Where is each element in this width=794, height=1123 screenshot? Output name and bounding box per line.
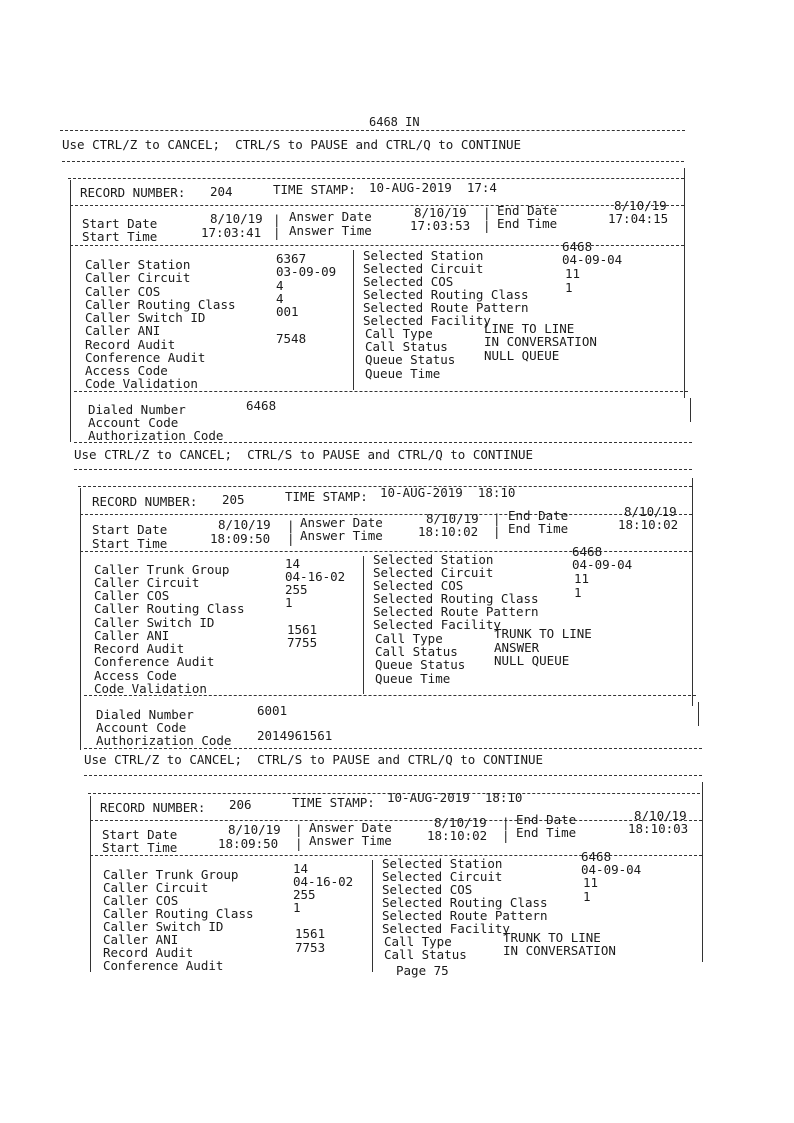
selected-cos-value: 11	[574, 571, 590, 586]
start-date-label: Start Date	[82, 216, 158, 231]
call-type-label: Call Type	[365, 326, 433, 341]
selected-routing-class-value: 1	[583, 889, 591, 904]
conference-audit-label: Conference Audit	[85, 350, 206, 365]
code-validation-label: Code Validation	[85, 376, 198, 391]
control-prompt: Use CTRL/Z to CANCEL; CTRL/S to PAUSE and CTRL/Q to CONTINUE	[62, 137, 522, 152]
conference-audit-label: Conference Audit	[103, 958, 224, 973]
record-audit-label: Record Audit	[103, 945, 194, 960]
start-time-label: Start Time	[102, 840, 178, 855]
separator: |	[493, 524, 501, 539]
answer-time-label: Answer Time	[289, 223, 372, 238]
caller-ani-value: 1561	[295, 926, 326, 941]
selected-station-value: 6468	[572, 544, 603, 559]
code-validation-label: Code Validation	[94, 681, 207, 696]
selected-facility-label: Selected Facility	[373, 617, 501, 632]
caller-switch-id-label: Caller Switch ID	[103, 919, 224, 934]
time-stamp-label: TIME STAMP:	[273, 182, 356, 197]
selected-routing-class-label: Selected Routing Class	[382, 895, 548, 910]
selected-routing-class-label: Selected Routing Class	[363, 287, 529, 302]
selected-cos-value: 11	[583, 875, 599, 890]
end-date-label: End Date	[516, 812, 577, 827]
caller-switch-id-label: Caller Switch ID	[94, 615, 215, 630]
record-audit-value: 7548	[276, 331, 307, 346]
answer-date-value: 8/10/19	[426, 511, 479, 526]
answer-date-label: Answer Date	[289, 209, 372, 224]
start-date-label: Start Date	[102, 827, 178, 842]
call-status-value: IN CONVERSATION	[503, 943, 616, 958]
caller-routing-class-value: 4	[276, 291, 284, 306]
end-date-value: 8/10/19	[624, 504, 677, 519]
caller-routing-class-label: Caller Routing Class	[103, 906, 254, 921]
queue-status-value: NULL QUEUE	[484, 348, 560, 363]
separator: |	[493, 511, 501, 526]
selected-circuit-value: 04-09-04	[572, 557, 633, 572]
record-audit-value: 7753	[295, 940, 326, 955]
divider	[74, 469, 692, 470]
call-status-label: Call Status	[365, 339, 448, 354]
caller-station-value: 6367	[276, 251, 307, 266]
call-type-label: Call Type	[375, 631, 443, 646]
caller-trunk-group-label: Caller Trunk Group	[94, 562, 230, 577]
account-code-label: Account Code	[96, 720, 187, 735]
separator: |	[483, 218, 491, 233]
answer-time-value: 18:10:02	[418, 524, 479, 539]
separator: |	[287, 531, 295, 546]
caller-station-label: Caller Station	[85, 257, 191, 272]
selected-station-label: Selected Station	[373, 552, 494, 567]
border	[702, 782, 703, 962]
separator: |	[287, 518, 295, 533]
separator: |	[295, 836, 303, 851]
selected-facility-label: Selected Facility	[363, 313, 491, 328]
caller-cos-value: 4	[276, 278, 284, 293]
separator: |	[502, 815, 510, 830]
selected-circuit-label: Selected Circuit	[382, 869, 503, 884]
divider	[70, 205, 684, 206]
record-audit-label: Record Audit	[85, 337, 176, 352]
selected-cos-label: Selected COS	[373, 578, 464, 593]
call-type-label: Call Type	[384, 934, 452, 949]
time-stamp-label: TIME STAMP:	[285, 489, 368, 504]
record-audit-label: Record Audit	[94, 641, 185, 656]
account-code-label: Account Code	[88, 415, 179, 430]
divider	[74, 391, 688, 392]
dialed-number-label: Dialed Number	[96, 707, 194, 722]
queue-status-label: Queue Status	[365, 352, 456, 367]
divider	[74, 442, 692, 443]
column-divider	[372, 860, 373, 972]
caller-switch-id-label: Caller Switch ID	[85, 310, 206, 325]
border	[698, 702, 699, 726]
time-stamp-value: 10-AUG-2019 17:4	[369, 180, 497, 195]
call-status-value: IN CONVERSATION	[484, 334, 597, 349]
start-time-value: 18:09:50	[210, 531, 271, 546]
caller-routing-class-value: 1	[285, 595, 293, 610]
record-number-value: 204	[210, 184, 233, 199]
end-time-value: 18:10:02	[618, 517, 679, 532]
call-status-label: Call Status	[375, 644, 458, 659]
answer-time-label: Answer Time	[300, 528, 383, 543]
start-date-value: 8/10/19	[228, 822, 281, 837]
separator: |	[273, 225, 281, 240]
authorization-code-label: Authorization Code	[96, 733, 232, 748]
record-number-label: RECORD NUMBER:	[80, 185, 186, 200]
answer-date-value: 8/10/19	[414, 205, 467, 220]
end-time-label: End Time	[497, 216, 558, 231]
authorization-code-label: Authorization Code	[88, 428, 224, 443]
dialed-number-label: Dialed Number	[88, 402, 186, 417]
caller-circuit-label: Caller Circuit	[103, 880, 209, 895]
border	[690, 398, 691, 422]
caller-cos-value: 255	[293, 887, 316, 902]
queue-status-value: NULL QUEUE	[494, 653, 570, 668]
queue-status-label: Queue Status	[375, 657, 466, 672]
caller-cos-label: Caller COS	[103, 893, 179, 908]
separator: |	[483, 205, 491, 220]
record-number-label: RECORD NUMBER:	[100, 800, 206, 815]
selected-facility-label: Selected Facility	[382, 921, 510, 936]
selected-circuit-label: Selected Circuit	[373, 565, 494, 580]
selected-station-label: Selected Station	[382, 856, 503, 871]
page-header: 6468 IN	[369, 115, 420, 129]
caller-ani-value: 1561	[287, 622, 318, 637]
queue-time-label: Queue Time	[365, 366, 441, 381]
border	[80, 488, 81, 750]
selected-route-pattern-label: Selected Route Pattern	[382, 908, 548, 923]
control-prompt: Use CTRL/Z to CANCEL; CTRL/S to PAUSE and CTRL/Q to CONTINUE	[84, 752, 544, 767]
call-status-label: Call Status	[384, 947, 467, 962]
divider	[90, 820, 702, 821]
authorization-code-value: 2014961561	[257, 728, 333, 743]
end-date-value: 8/10/19	[614, 198, 667, 213]
start-time-value: 17:03:41	[201, 225, 262, 240]
time-stamp-label: TIME STAMP:	[292, 795, 375, 810]
selected-station-value: 6468	[581, 849, 612, 864]
end-time-value: 18:10:03	[628, 821, 689, 836]
end-date-value: 8/10/19	[634, 808, 687, 823]
queue-time-label: Queue Time	[375, 671, 451, 686]
caller-circuit-value: 04-16-02	[285, 569, 346, 584]
caller-trunk-group-value: 14	[285, 556, 301, 571]
end-date-label: End Date	[497, 203, 558, 218]
answer-date-label: Answer Date	[309, 820, 392, 835]
call-type-value: TRUNK TO LINE	[494, 626, 592, 641]
page-number: Page 75	[396, 963, 449, 978]
end-time-value: 17:04:15	[608, 211, 669, 226]
caller-switch-id-value: 001	[276, 304, 299, 319]
answer-date-label: Answer Date	[300, 515, 383, 530]
selected-cos-value: 11	[565, 266, 581, 281]
time-stamp-value: 10-AUG-2019 18:10	[380, 485, 516, 500]
caller-circuit-label: Caller Circuit	[85, 270, 191, 285]
column-divider	[353, 250, 354, 390]
start-time-value: 18:09:50	[218, 836, 279, 851]
border	[684, 168, 685, 398]
divider	[84, 775, 702, 776]
answer-time-value: 18:10:02	[427, 828, 488, 843]
call-type-value: LINE TO LINE	[484, 321, 575, 336]
record-number-value: 205	[222, 492, 245, 507]
border	[70, 180, 71, 442]
selected-cos-label: Selected COS	[382, 882, 473, 897]
caller-cos-label: Caller COS	[94, 588, 170, 603]
record-audit-value: 7755	[287, 635, 318, 650]
call-status-value: ANSWER	[494, 640, 540, 655]
border	[90, 796, 91, 972]
access-code-label: Access Code	[85, 363, 168, 378]
caller-routing-class-label: Caller Routing Class	[94, 601, 245, 616]
control-prompt: Use CTRL/Z to CANCEL; CTRL/S to PAUSE and CTRL/Q to CONTINUE	[74, 447, 534, 462]
caller-routing-class-label: Caller Routing Class	[85, 297, 236, 312]
caller-cos-label: Caller COS	[85, 284, 161, 299]
record-number-value: 206	[229, 797, 252, 812]
time-stamp-value: 10-AUG-2019 18:10	[387, 790, 523, 805]
record-number-label: RECORD NUMBER:	[92, 494, 198, 509]
end-time-label: End Time	[508, 521, 569, 536]
selected-circuit-value: 04-09-04	[562, 252, 623, 267]
caller-trunk-group-label: Caller Trunk Group	[103, 867, 239, 882]
column-divider	[363, 556, 364, 694]
answer-time-value: 17:03:53	[410, 218, 471, 233]
start-date-label: Start Date	[92, 522, 168, 537]
selected-route-pattern-label: Selected Route Pattern	[363, 300, 529, 315]
selected-circuit-value: 04-09-04	[581, 862, 642, 877]
selected-station-value: 6468	[562, 239, 593, 254]
start-date-value: 8/10/19	[218, 517, 271, 532]
selected-cos-label: Selected COS	[363, 274, 454, 289]
selected-station-label: Selected Station	[363, 248, 484, 263]
caller-ani-label: Caller ANI	[103, 932, 179, 947]
dialed-number-value: 6468	[246, 398, 277, 413]
start-date-value: 8/10/19	[210, 211, 263, 226]
start-time-label: Start Time	[82, 229, 158, 244]
caller-routing-class-value: 1	[293, 900, 301, 915]
caller-ani-label: Caller ANI	[85, 323, 161, 338]
caller-ani-label: Caller ANI	[94, 628, 170, 643]
caller-circuit-value: 04-16-02	[293, 874, 354, 889]
selected-routing-class-value: 1	[574, 585, 582, 600]
selected-routing-class-label: Selected Routing Class	[373, 591, 539, 606]
divider	[68, 178, 684, 179]
dialed-number-value: 6001	[257, 703, 288, 718]
answer-date-value: 8/10/19	[434, 815, 487, 830]
divider	[84, 695, 696, 696]
access-code-label: Access Code	[94, 668, 177, 683]
caller-cos-value: 255	[285, 582, 308, 597]
end-time-label: End Time	[516, 825, 577, 840]
call-type-value: TRUNK TO LINE	[503, 930, 601, 945]
selected-routing-class-value: 1	[565, 280, 573, 295]
answer-time-label: Answer Time	[309, 833, 392, 848]
separator: |	[502, 828, 510, 843]
separator: |	[295, 822, 303, 837]
divider	[60, 130, 685, 131]
end-date-label: End Date	[508, 508, 569, 523]
selected-route-pattern-label: Selected Route Pattern	[373, 604, 539, 619]
caller-trunk-group-value: 14	[293, 861, 309, 876]
divider	[84, 748, 702, 749]
selected-circuit-label: Selected Circuit	[363, 261, 484, 276]
divider	[62, 161, 684, 162]
separator: |	[273, 212, 281, 227]
divider	[80, 514, 692, 515]
border	[692, 478, 693, 706]
conference-audit-label: Conference Audit	[94, 654, 215, 669]
caller-circuit-label: Caller Circuit	[94, 575, 200, 590]
caller-circuit-value: 03-09-09	[276, 264, 337, 279]
start-time-label: Start Time	[92, 536, 168, 551]
